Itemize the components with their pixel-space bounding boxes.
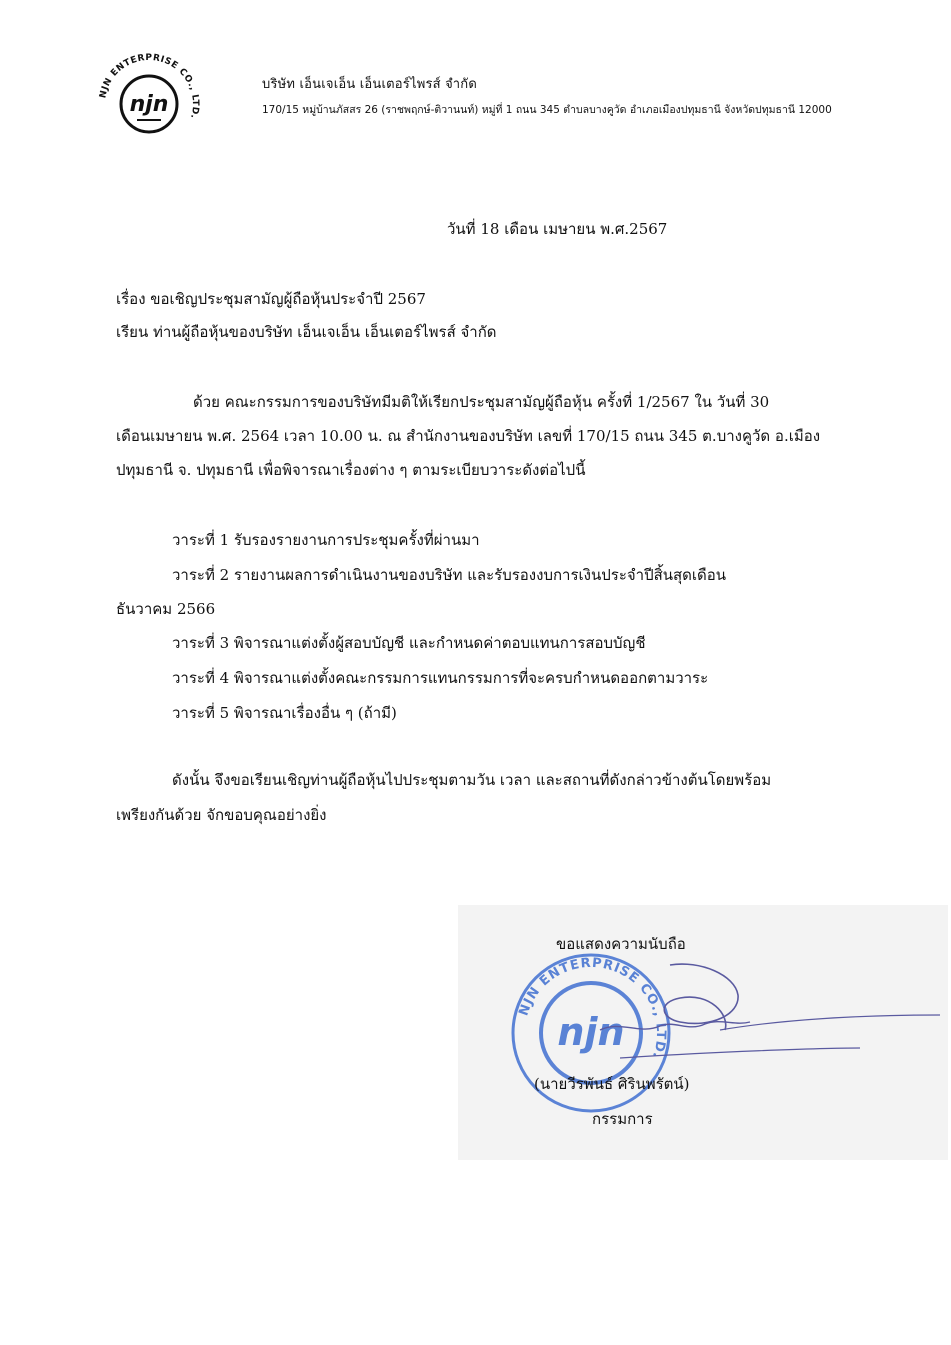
stamp-ring-text: NJN ENTERPRISE CO., LTD. — [516, 955, 669, 1061]
agenda-item-5: วาระที่ 5 พิจารณาเรื่องอื่น ๆ (ถ้ามี) — [172, 704, 397, 722]
closing-paragraph-line: เพรียงกันด้วย จักขอบคุณอย่างยิ่ง — [116, 806, 327, 824]
closing-paragraph-line: ดังนั้น จึงขอเรียนเชิญท่านผู้ถือหุ้นไปประชุมตามวัน เวลา และสถานที่ดังกล่าวข้างต้นโดยพร้อม — [172, 771, 772, 789]
stamp-mark: njn — [557, 1010, 625, 1054]
intro-paragraph-line: เดือนเมษายน พ.ศ. 2564 เวลา 10.00 น. ณ สำนักงานของบริษัท เลขที่ 170/15 ถนน 345 ต.บางคูวัด อ.เมือง — [116, 427, 821, 445]
company-logo — [95, 50, 203, 158]
agenda-item-2-continued: ธันวาคม 2566 — [116, 600, 216, 618]
agenda-item-2: วาระที่ 2 รายงานผลการดำเนินงานของบริษัท และรับรองงบการเงินประจำปีสิ้นสุดเดือน — [172, 566, 727, 584]
logo-ring-text: NJN ENTERPRISE CO., LTD. — [98, 52, 201, 121]
company-name: บริษัท เอ็นเจเอ็น เอ็นเตอร์ไพรส์ จำกัด — [262, 77, 477, 92]
letter-date: วันที่ 18 เดือน เมษายน พ.ศ.2567 — [447, 220, 668, 238]
agenda-item-3: วาระที่ 3 พิจารณาแต่งตั้งผู้สอบบัญชี และกำหนดค่าตอบแทนการสอบบัญชี — [172, 634, 646, 652]
closing-salutation: ขอแสดงความนับถือ — [556, 935, 686, 953]
agenda-item-4: วาระที่ 4 พิจารณาแต่งตั้งคณะกรรมการแทนกรรมการที่จะครบกำหนดออกตามวาระ — [172, 669, 709, 687]
agenda-item-1: วาระที่ 1 รับรองรายงานการประชุมครั้งที่ผ่านมา — [172, 531, 480, 549]
handwritten-signature — [560, 960, 950, 1070]
signer-title: กรรมการ — [592, 1110, 653, 1128]
logo-mark: njn — [129, 92, 169, 117]
intro-paragraph-line: ปทุมธานี จ. ปทุมธานี เพื่อพิจารณาเรื่องต่าง ๆ ตามระเบียบวาระดังต่อไปนี้ — [116, 461, 586, 479]
signer-name: (นายวีรพันธ์ ศิรินพรัตน์) — [534, 1075, 690, 1093]
intro-paragraph-line: ด้วย คณะกรรมการของบริษัทมีมติให้เรียกประชุมสามัญผู้ถือหุ้น ครั้งที่ 1/2567 ใน วันที่ 30 — [193, 393, 770, 411]
company-address: 170/15 หมู่บ้านภัสสร 26 (ราชพฤกษ์-ติวานนท์) หมู่ที่ 1 ถนน 345 ตำบลบางคูวัด อำเภอเมืองปทุมธานี จังหวัดปทุมธานี 12000 — [262, 104, 832, 116]
letter-subject: เรื่อง ขอเชิญประชุมสามัญผู้ถือหุ้นประจำปี 2567 — [116, 290, 426, 308]
letter-recipient: เรียน ท่านผู้ถือหุ้นของบริษัท เอ็นเจเอ็น เอ็นเตอร์ไพรส์ จำกัด — [116, 323, 497, 341]
